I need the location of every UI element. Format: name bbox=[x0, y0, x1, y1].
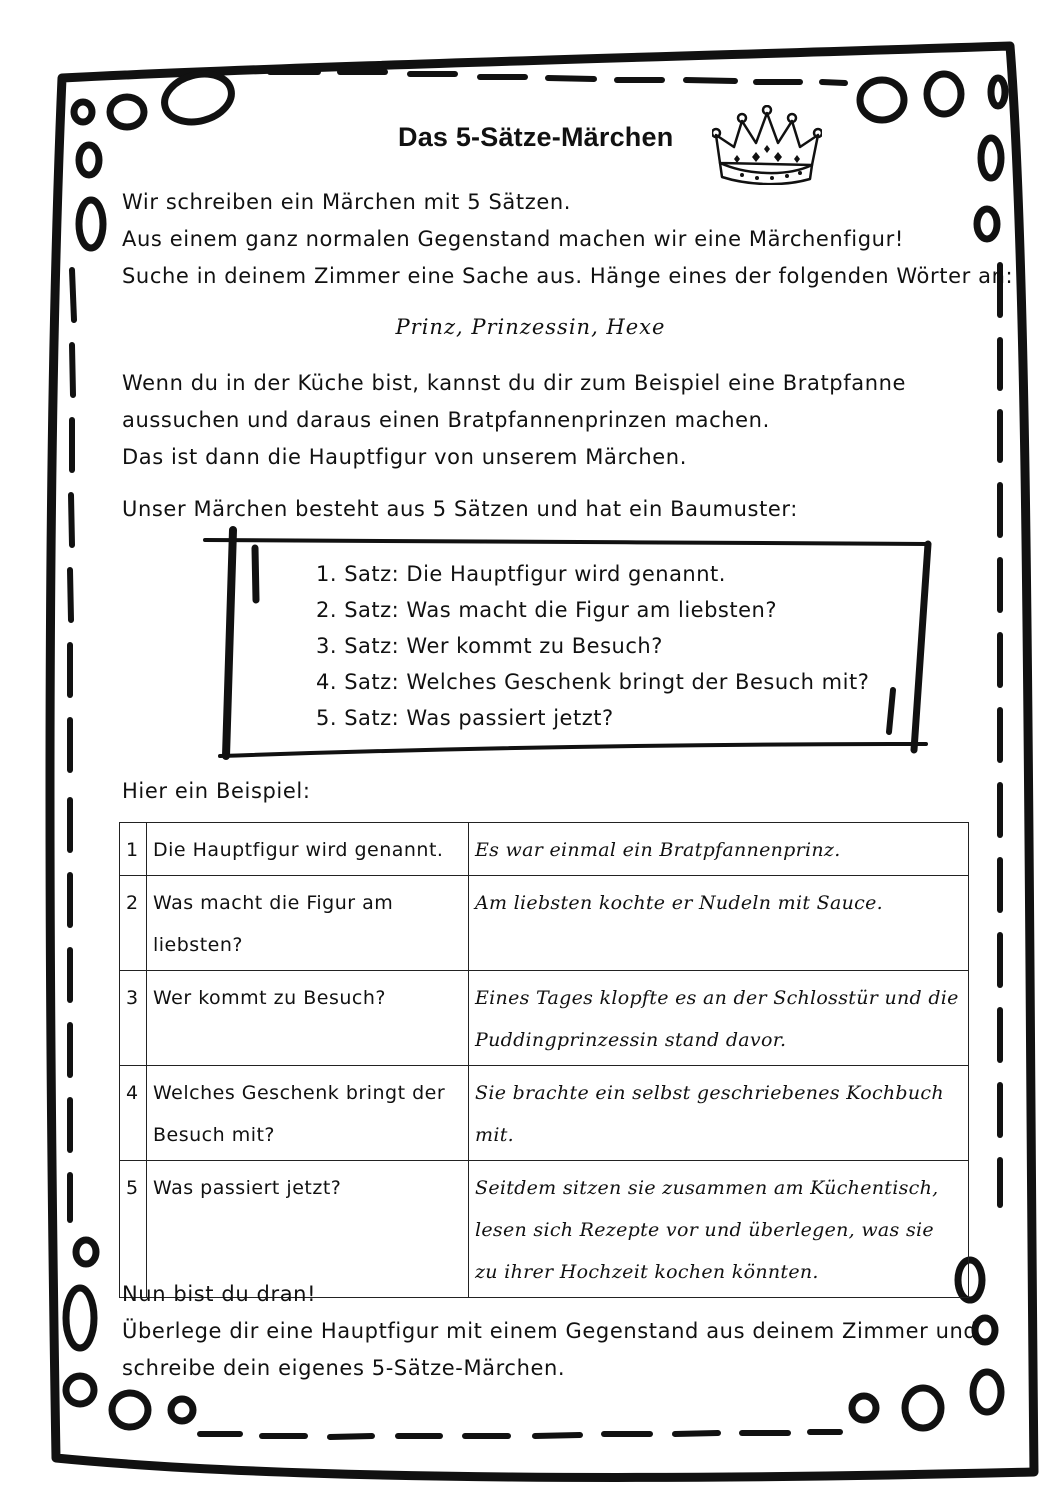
kitchen-line: Wenn du in der Küche bist, kannst du dir zum Beispiel eine Bratpfanne bbox=[122, 371, 907, 395]
row-question: Was passiert jetzt? bbox=[147, 1161, 469, 1298]
closing-line: schreibe dein eigenes 5-Sätze-Märchen. bbox=[122, 1356, 566, 1380]
intro-line: Suche in deinem Zimmer eine Sache aus. Hänge eines der folgenden Wörter an: bbox=[122, 264, 1014, 288]
row-answer: Es war einmal ein Bratpfannenprinz. bbox=[469, 823, 969, 876]
kitchen-example-paragraph bbox=[122, 365, 906, 476]
intro-line: Wir schreiben ein Märchen mit 5 Sätzen. bbox=[122, 190, 572, 214]
pattern-intro bbox=[122, 491, 798, 528]
row-number: 4 bbox=[120, 1066, 147, 1161]
list-item: 3. Satz: Wer kommt zu Besuch? bbox=[316, 634, 663, 658]
kitchen-line: Das ist dann die Hauptfigur von unserem Märchen. bbox=[122, 445, 687, 469]
row-question: Wer kommt zu Besuch? bbox=[147, 971, 469, 1066]
row-answer: Am liebsten kochte er Nudeln mit Sauce. bbox=[469, 876, 969, 971]
row-answer: Seitdem sitzen sie zusammen am Küchentisch, lesen sich Rezepte vor und überlegen, was sie zu ihrer Hochzeit kochen könnten. bbox=[469, 1161, 969, 1298]
table-row bbox=[120, 1066, 969, 1161]
row-number: 3 bbox=[120, 971, 147, 1066]
word-choices: Prinz, Prinzessin, Hexe bbox=[395, 315, 666, 339]
row-answer: Eines Tages klopfte es an der Schlosstür und die Puddingprinzessin stand davor. bbox=[469, 971, 969, 1066]
row-number: 2 bbox=[120, 876, 147, 971]
intro-line: Aus einem ganz normalen Gegenstand machen wir eine Märchenfigur! bbox=[122, 227, 904, 251]
table-row bbox=[120, 971, 969, 1066]
list-item: 4. Satz: Welches Geschenk bringt der Besuch mit? bbox=[316, 670, 870, 694]
closing-line: Nun bist du dran! bbox=[122, 1282, 317, 1306]
row-question: Was macht die Figur am liebsten? bbox=[147, 876, 469, 971]
row-answer: Sie brachte ein selbst geschriebenes Kochbuch mit. bbox=[469, 1066, 969, 1161]
example-table bbox=[119, 822, 969, 1298]
closing-paragraph bbox=[122, 1276, 977, 1387]
kitchen-line: aussuchen und daraus einen Bratpfannenprinzen machen. bbox=[122, 408, 770, 432]
row-number: 5 bbox=[120, 1161, 147, 1298]
list-item: 2. Satz: Was macht die Figur am liebsten? bbox=[316, 598, 777, 622]
table-row bbox=[120, 876, 969, 971]
row-question: Welches Geschenk bringt der Besuch mit? bbox=[147, 1066, 469, 1161]
list-item: 1. Satz: Die Hauptfigur wird genannt. bbox=[316, 562, 726, 586]
row-number: 1 bbox=[120, 823, 147, 876]
row-question: Die Hauptfigur wird genannt. bbox=[147, 823, 469, 876]
crown-icon bbox=[712, 105, 822, 185]
intro-paragraph bbox=[122, 184, 1013, 295]
page-title: Das 5-Sätze-Märchen bbox=[398, 122, 674, 152]
pattern-intro-text: Unser Märchen besteht aus 5 Sätzen und hat ein Baumuster: bbox=[122, 497, 798, 521]
example-heading-text: Hier ein Beispiel: bbox=[122, 779, 311, 803]
steps-list bbox=[316, 556, 869, 736]
list-item: 5. Satz: Was passiert jetzt? bbox=[316, 706, 614, 730]
closing-line: Überlege dir eine Hauptfigur mit einem Gegenstand aus deinem Zimmer und bbox=[122, 1319, 978, 1343]
example-heading bbox=[122, 773, 311, 810]
table-row bbox=[120, 823, 969, 876]
